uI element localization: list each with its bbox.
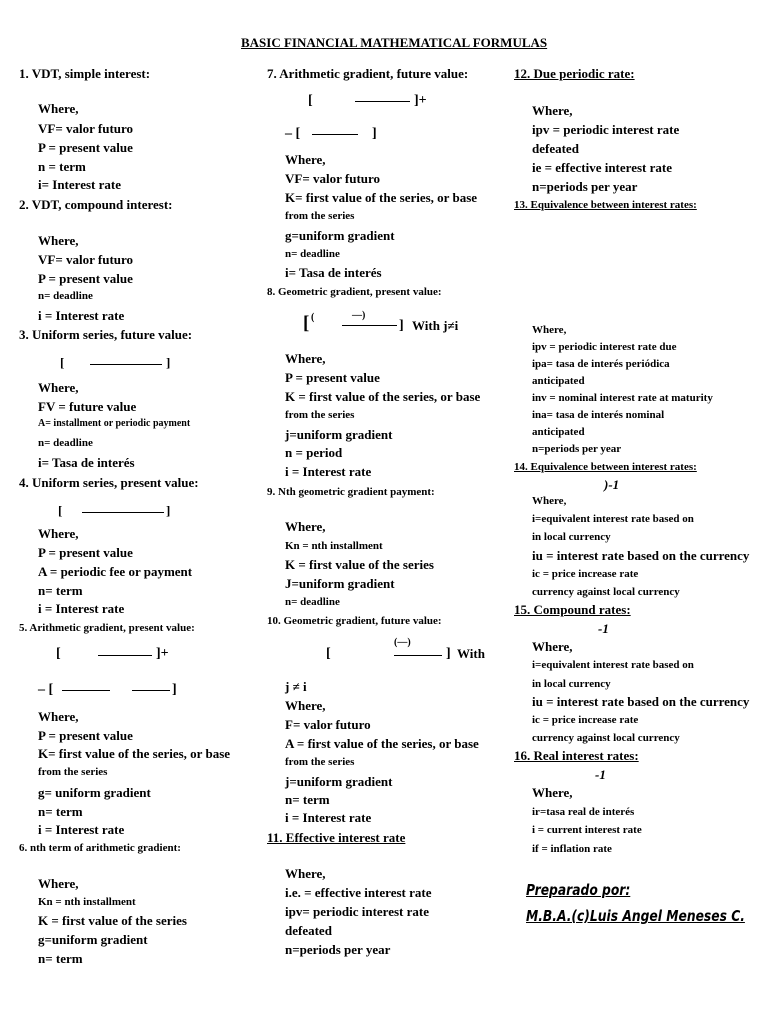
s11-line: n=periods per year	[285, 942, 391, 957]
s10-line: F= valor futuro	[285, 717, 371, 732]
signature-line-2: M.B.A.(c)Luis Angel Meneses C.	[526, 907, 745, 925]
s2-line: i = Interest rate	[38, 308, 125, 323]
s4-line: i = Interest rate	[38, 601, 125, 616]
s1-line: P = present value	[38, 140, 133, 155]
s14-exponent: )-1	[604, 477, 620, 492]
signature-line-1: Preparado por:	[526, 881, 631, 899]
s7-line: g=uniform gradient	[285, 228, 395, 243]
s15-line: in local currency	[532, 678, 611, 690]
s8-condition: With j≠i	[412, 318, 459, 333]
s7-fraction-bar	[312, 134, 358, 135]
s10-condition: j ≠ i	[285, 679, 307, 694]
s14-line: iu = interest rate based on the currency	[532, 548, 750, 563]
s1-line: n = term	[38, 159, 86, 174]
s5-bracket: ]	[172, 682, 177, 697]
s7-line: i= Tasa de interés	[285, 265, 382, 280]
s4-line: P = present value	[38, 545, 133, 560]
s8-line: P = present value	[285, 370, 380, 385]
s5-line: i = Interest rate	[38, 822, 125, 837]
s15-where: Where,	[532, 639, 573, 654]
s8-paren: —)	[352, 310, 366, 321]
s9-line: J=uniform gradient	[285, 576, 395, 591]
s14-where: Where,	[532, 495, 567, 507]
s3-line: n= deadline	[38, 437, 93, 449]
s10-line: A = first value of the series, or base	[285, 736, 479, 751]
s6-where: Where,	[38, 876, 79, 891]
s8-fraction-bar	[342, 325, 397, 326]
s10-fraction-bar	[394, 655, 442, 656]
s6-line: Kn = nth installment	[38, 896, 136, 908]
section-7-heading: 7. Arithmetic gradient, future value:	[267, 66, 469, 81]
s5-bracket: ]+	[156, 646, 169, 661]
s7-bracket: ]	[372, 126, 377, 141]
s4-bracket: ]	[166, 503, 171, 518]
s15-line: ic = price increase rate	[532, 714, 639, 726]
s2-line: n= deadline	[38, 290, 93, 302]
s5-line: from the series	[38, 766, 108, 778]
s12-where: Where,	[532, 103, 573, 118]
s10-line: n= term	[285, 792, 330, 807]
s10-line: i = Interest rate	[285, 810, 372, 825]
s8-line: from the series	[285, 409, 355, 421]
s4-fraction-bar	[82, 512, 164, 513]
s3-fraction-bar	[90, 364, 162, 365]
s9-line: n= deadline	[285, 596, 340, 608]
s4-where: Where,	[38, 526, 79, 541]
s16-exponent: -1	[595, 767, 606, 782]
s7-fraction-bar	[355, 101, 410, 102]
s8-paren: (	[311, 312, 315, 323]
section-12-heading: 12. Due periodic rate:	[514, 66, 635, 81]
s16-line: if = inflation rate	[532, 843, 612, 855]
section-1-heading: 1. VDT, simple interest:	[19, 66, 151, 81]
s5-line: K= first value of the series, or base	[38, 746, 231, 761]
s10-line: from the series	[285, 756, 355, 768]
s13-where: Where,	[532, 324, 567, 336]
s12-line: n=periods per year	[532, 179, 638, 194]
s5-line: n= term	[38, 804, 83, 819]
s8-where: Where,	[285, 351, 326, 366]
s12-line: ie = effective interest rate	[532, 160, 672, 175]
s13-line: ipa= tasa de interés periódica	[532, 358, 670, 370]
s16-line: ir=tasa real de interés	[532, 806, 635, 818]
s5-where: Where,	[38, 709, 79, 724]
s14-line: i=equivalent interest rate based on	[532, 513, 694, 525]
s9-where: Where,	[285, 519, 326, 534]
s7-line: from the series	[285, 210, 355, 222]
s5-fraction-bar	[132, 690, 170, 691]
s8-line: K = first value of the series, or base	[285, 389, 481, 404]
s1-line: VF= valor futuro	[38, 121, 134, 136]
s4-line: n= term	[38, 583, 83, 598]
s16-line: i = current interest rate	[532, 824, 642, 836]
s10-where: Where,	[285, 698, 326, 713]
s7-bracket: ]+	[414, 93, 427, 108]
section-2-heading: 2. VDT, compound interest:	[19, 197, 173, 212]
s14-line: in local currency	[532, 531, 611, 543]
section-13-heading: 13. Equivalence between interest rates:	[514, 199, 697, 211]
section-14-heading: 14. Equivalence between interest rates:	[514, 461, 697, 473]
s8-line: j=uniform gradient	[285, 427, 393, 442]
section-15-heading: 15. Compound rates:	[514, 602, 631, 617]
s5-bracket: – [	[38, 682, 54, 697]
s7-line: K= first value of the series, or base	[285, 190, 478, 205]
s2-line: P = present value	[38, 271, 133, 286]
s15-exponent: -1	[598, 621, 609, 636]
s13-line: ipv = periodic interest rate due	[532, 341, 677, 353]
page-title: BASIC FINANCIAL MATHEMATICAL FORMULAS	[241, 35, 548, 50]
s4-line: A = periodic fee or payment	[38, 564, 193, 579]
s3-line: A= installment or periodic payment	[38, 418, 191, 429]
section-6-heading: 6. nth term of arithmetic gradient:	[19, 842, 181, 854]
s10-bracket: ]	[446, 646, 451, 661]
s5-line: P = present value	[38, 728, 133, 743]
s13-line: ina= tasa de interés nominal	[532, 409, 665, 421]
s8-line: n = period	[285, 445, 343, 460]
s11-line: i.e. = effective interest rate	[285, 885, 432, 900]
s1-line: i= Interest rate	[38, 177, 121, 192]
s7-where: Where,	[285, 152, 326, 167]
s7-line: VF= valor futuro	[285, 171, 381, 186]
s16-where: Where,	[532, 785, 573, 800]
s15-line: iu = interest rate based on the currency	[532, 694, 750, 709]
section-9-heading: 9. Nth geometric gradient payment:	[267, 486, 435, 498]
s12-line: defeated	[532, 141, 579, 156]
s10-paren: (—)	[394, 637, 411, 648]
s4-bracket: [	[58, 503, 63, 518]
s1-where: Where,	[38, 101, 79, 116]
s5-fraction-bar	[98, 655, 152, 656]
s2-where: Where,	[38, 233, 79, 248]
section-11-heading: 11. Effective interest rate	[267, 830, 406, 845]
s13-line: anticipated	[532, 426, 585, 438]
s3-bracket: ]	[166, 355, 171, 370]
s11-line: ipv= periodic interest rate	[285, 904, 429, 919]
s3-where: Where,	[38, 380, 79, 395]
s5-bracket: [	[56, 646, 61, 661]
s11-where: Where,	[285, 866, 326, 881]
s15-line: i=equivalent interest rate based on	[532, 659, 694, 671]
s12-line: ipv = periodic interest rate	[532, 122, 680, 137]
s8-bracket: [	[303, 313, 310, 334]
s10-line: j=uniform gradient	[285, 774, 393, 789]
s5-fraction-bar	[62, 690, 110, 691]
s3-bracket: [	[60, 355, 65, 370]
section-5-heading: 5. Arithmetic gradient, present value:	[19, 622, 195, 634]
section-3-heading: 3. Uniform series, future value:	[19, 327, 193, 342]
s10-condition: With	[457, 646, 485, 661]
s13-line: anticipated	[532, 375, 585, 387]
s8-line: i = Interest rate	[285, 464, 372, 479]
s15-line: currency against local currency	[532, 732, 680, 744]
s6-line: g=uniform gradient	[38, 932, 148, 947]
s5-line: g= uniform gradient	[38, 785, 151, 800]
s8-bracket: ]	[399, 318, 404, 333]
s3-line: FV = future value	[38, 399, 137, 414]
s9-line: Kn = nth installment	[285, 540, 383, 552]
s7-line: n= deadline	[285, 248, 340, 260]
section-4-heading: 4. Uniform series, present value:	[19, 475, 199, 490]
section-10-heading: 10. Geometric gradient, future value:	[267, 615, 442, 627]
s14-line: currency against local currency	[532, 586, 680, 598]
s2-line: VF= valor futuro	[38, 252, 134, 267]
s6-line: K = first value of the series	[38, 913, 187, 928]
s6-line: n= term	[38, 951, 83, 966]
s13-line: n=periods per year	[532, 443, 622, 455]
section-16-heading: 16. Real interest rates:	[514, 748, 639, 763]
s7-bracket: – [	[285, 126, 301, 141]
s9-line: K = first value of the series	[285, 557, 434, 572]
s11-line: defeated	[285, 923, 332, 938]
s7-bracket: [	[308, 93, 313, 108]
s14-line: ic = price increase rate	[532, 568, 639, 580]
s3-line: i= Tasa de interés	[38, 455, 135, 470]
section-8-heading: 8. Geometric gradient, present value:	[267, 286, 442, 298]
s10-bracket: [	[326, 646, 331, 661]
s13-line: inv = nominal interest rate at maturity	[532, 392, 713, 404]
